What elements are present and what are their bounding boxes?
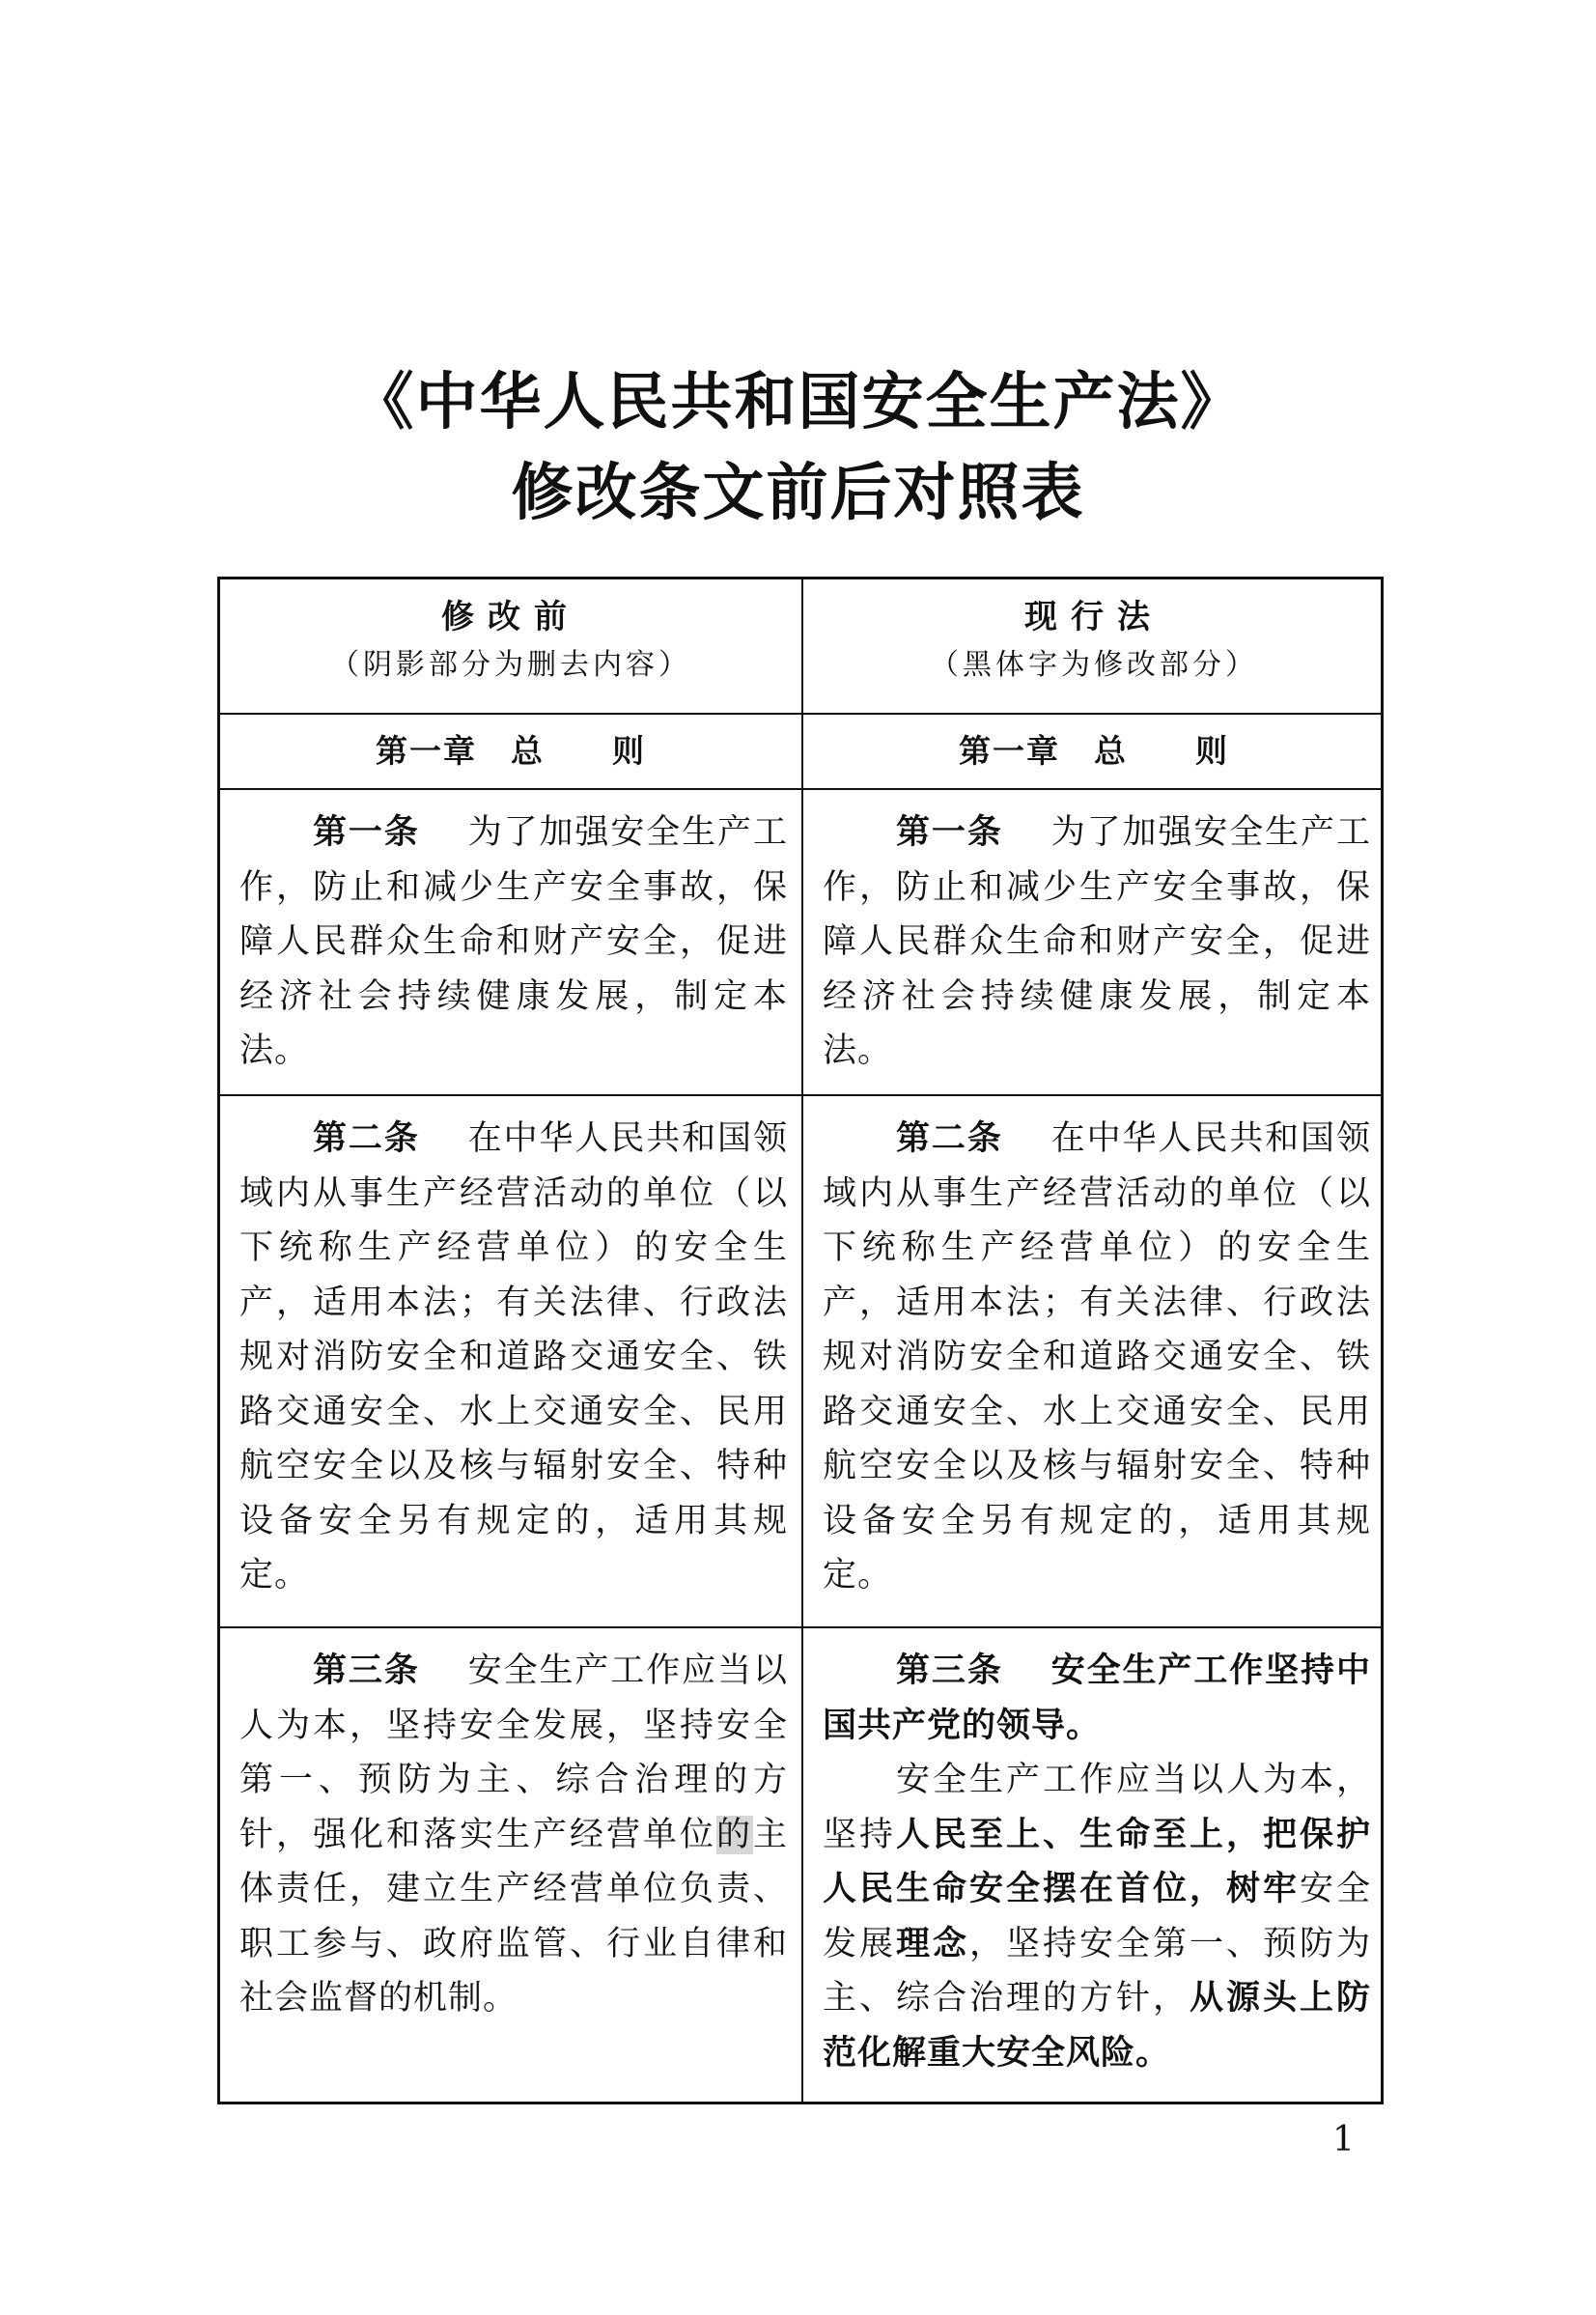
left-article-3 bbox=[220, 1628, 801, 2026]
deleted-text: 的 bbox=[715, 1815, 753, 1854]
right-header-note: （黑体字为修改部分） bbox=[930, 648, 1258, 682]
right-article-3 bbox=[803, 1628, 1385, 2080]
left-article-2 bbox=[220, 1096, 801, 1603]
article-text: 安全生产工作应当以人为本，坚持 bbox=[823, 1761, 1371, 1854]
article-text: 在中华人民共和国领域内从事生产经营活动的单位（以下统称生产经营单位）的安全生产，适用本法；有关法律、行政法规对消防安全和道路交通安全、铁路交通安全、水上交通安全、民用航空安全以及核与辐射安全、特种设备安全另有规定的，适用其规定。 bbox=[823, 1119, 1371, 1595]
article-label: 第二条 bbox=[896, 1119, 1003, 1158]
right-chapter-heading: 第一章 总 则 bbox=[959, 732, 1229, 770]
article-text: 主体责任，建立生产经营单位负责、职工参与、政府监管、行业自律和社会监督的机制。 bbox=[239, 1815, 788, 2018]
comparison-table bbox=[217, 577, 1384, 2104]
page-number: 1 bbox=[1332, 2120, 1355, 2160]
right-header bbox=[803, 579, 1385, 713]
article-text: 安全生产工作应当以人为本，坚持安全发展，坚持安全第一、预防为主、综合治理的方针，强化和落实生产经营单位 bbox=[239, 1652, 788, 1854]
article-text: ，坚持安全第一、预防为主、综合治理的方针， bbox=[823, 1924, 1371, 2018]
amended-text: 从源头上防范化解重大安全风险。 bbox=[823, 1979, 1371, 2073]
article-text: 安全发展 bbox=[823, 1870, 1371, 1963]
left-header-note: （阴影部分为删去内容） bbox=[330, 648, 691, 682]
amended-text: 安全生产工作坚持中国共产党的领导。 bbox=[823, 1652, 1371, 1745]
article-label: 第二条 bbox=[313, 1119, 420, 1158]
amended-text: 理念 bbox=[896, 1924, 969, 1963]
left-header bbox=[220, 579, 801, 713]
document-title bbox=[0, 357, 1596, 539]
title-line-2: 修改条文前后对照表 bbox=[511, 458, 1085, 529]
right-article-2 bbox=[803, 1096, 1385, 1603]
article-label: 第三条 bbox=[313, 1652, 420, 1690]
right-header-title: 现行法 bbox=[1024, 598, 1163, 636]
article-label: 第三条 bbox=[896, 1652, 1003, 1690]
article-label: 第一条 bbox=[313, 813, 420, 852]
title-line-1: 《中华人民共和国安全生产法》 bbox=[351, 367, 1245, 438]
amended-text: 人民至上、生命至上，把保护人民生命安全摆在首位，树牢 bbox=[823, 1815, 1371, 1908]
article-text: 为了加强安全生产工作，防止和减少生产安全事故，保障人民群众生命和财产安全，促进经济社会持续健康发展，制定本法。 bbox=[823, 813, 1371, 1070]
article-label: 第一条 bbox=[896, 813, 1003, 852]
left-article-1 bbox=[220, 790, 801, 1079]
left-header-title: 修改前 bbox=[441, 598, 580, 636]
left-chapter-heading: 第一章 总 则 bbox=[376, 732, 646, 770]
right-article-1 bbox=[803, 790, 1385, 1079]
article-text: 为了加强安全生产工作，防止和减少生产安全事故，保障人民群众生命和财产安全，促进经济社会持续健康发展，制定本法。 bbox=[239, 813, 788, 1070]
article-text: 在中华人民共和国领域内从事生产经营活动的单位（以下统称生产经营单位）的安全生产，适用本法；有关法律、行政法规对消防安全和道路交通安全、铁路交通安全、水上交通安全、民用航空安全以及核与辐射安全、特种设备安全另有规定的，适用其规定。 bbox=[239, 1119, 788, 1595]
